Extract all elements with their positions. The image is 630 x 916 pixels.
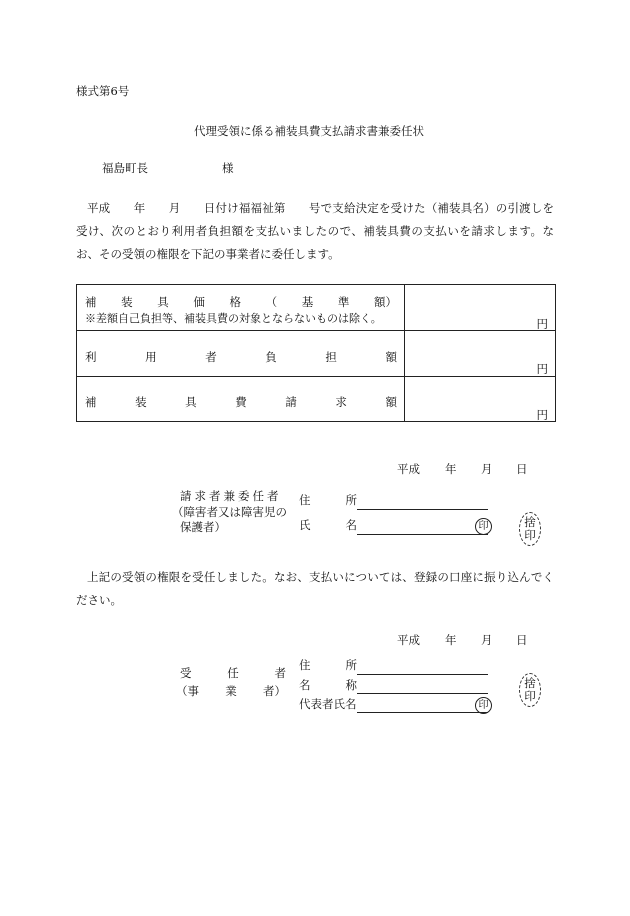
date-year: 年 [445, 462, 457, 476]
requester-discard-stamp [519, 512, 541, 546]
claim-amount-unit: 円 [536, 408, 548, 422]
document-title: 代理受領に係る補装具費支払請求書兼委任状 [194, 124, 424, 138]
delegate-company-label: 名 称 [299, 678, 357, 692]
date-month: 月 [481, 462, 493, 476]
requester-subtitle-1: （障害者又は障害児の [172, 505, 287, 519]
requester-subtitle-2: 保護者） [180, 520, 226, 534]
addressee-honorific: 様 [222, 161, 234, 175]
standard-price-unit: 円 [536, 317, 548, 331]
requester-name-line[interactable] [357, 534, 488, 535]
delegate-seal: 印 [475, 697, 492, 714]
requester-title: 請求者兼委任者 [180, 489, 282, 503]
delegate-title: 受 任 者 [180, 666, 286, 680]
table-column-divider [404, 285, 405, 421]
stamp-char: 捨 [524, 515, 536, 529]
requester-name-label: 氏 名 [299, 518, 357, 532]
date-era: 平成 [397, 633, 420, 647]
delegate-representative-line[interactable] [357, 712, 488, 713]
claim-amount-label: 補 装 具 費 請 求 額 [85, 395, 397, 409]
stamp-char: 印 [524, 528, 536, 542]
date-era: 平成 [397, 462, 420, 476]
date-month: 月 [481, 633, 493, 647]
addressee-name: 福島町長 [102, 161, 148, 175]
table-row-divider [77, 376, 555, 377]
requester-address-label: 住 所 [299, 493, 357, 507]
delegate-representative-label: 代表者氏名 [299, 697, 357, 711]
delegate-subtitle: （事 業 者） [176, 684, 286, 698]
user-burden-label: 利 用 者 負 担 額 [85, 350, 397, 364]
requester-seal: 印 [475, 518, 492, 535]
date-year: 年 [445, 633, 457, 647]
table-row-divider [77, 330, 555, 331]
amount-table [76, 284, 556, 422]
acceptance-paragraph: 上記の受領の権限を受任しました。なお、支払いについては、登録の口座に振り込んでください。 [76, 570, 554, 607]
delegate-address-label: 住 所 [299, 658, 357, 672]
stamp-char: 印 [524, 689, 536, 703]
stamp-char: 捨 [524, 676, 536, 690]
user-burden-unit: 円 [536, 362, 548, 376]
form-number: 様式第6号 [76, 84, 130, 98]
requester-address-line[interactable] [357, 509, 488, 510]
standard-price-label: 補 装 具 価 格 （ 基 準 額） [85, 295, 397, 309]
delegate-address-line[interactable] [357, 674, 488, 675]
date-day: 日 [516, 462, 528, 476]
date-day: 日 [516, 633, 528, 647]
request-paragraph: 平成 年 月 日付け福福祉第 号で支給決定を受けた（補装具名）の引渡しを受け、次のとおり利用者負担額を支払いましたので、補装具費の支払いを請求します。なお、その受領の権限を下記の事業者に委任します。 [76, 201, 554, 261]
standard-price-note: ※差額自己負担等、補装具費の対象とならないものは除く。 [85, 312, 382, 325]
delegate-discard-stamp [519, 673, 541, 707]
delegate-company-line[interactable] [357, 693, 488, 694]
